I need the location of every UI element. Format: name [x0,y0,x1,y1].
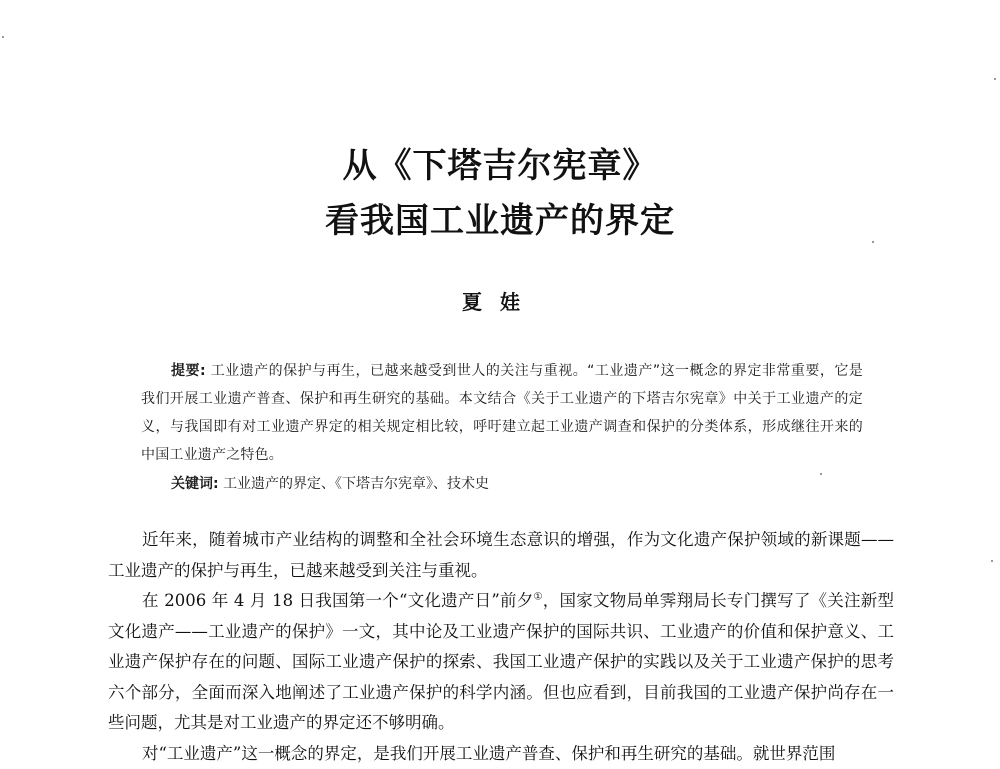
paragraph-2-text-b: ，国家文物局单霁翔局长专门撰写了《关注新型文化遗产——工业遗产的保护》一文，其中论及工业遗产保护的国际共识、工业遗产的价值和保护意义、工业遗产保护存在的问题、国际工业遗产保护的探索、我国工业遗产保护的实践以及关于工业遗产保护的思考六个部分，全面而深入地阐述了工业遗产保护的科学内涵。但也应看到，目前我国的工业遗产保护尚存在一些问题，尤其是对工业遗产的界定还不够明确。 [108,591,894,732]
body-text [108,525,894,769]
keywords-text: 工业遗产的界定、《下塔吉尔宪章》、技术史 [223,476,489,492]
keywords [171,470,871,498]
abstract-label: 提要: [171,363,206,379]
author-name: 夏娃 [0,286,1000,315]
title-line-1: 从《下塔吉尔宪章》 [0,138,1000,187]
abstract-text: 工业遗产的保护与再生，已越来越受到世人的关注与重视。“工业遗产”这一概念的界定非常重要，它是我们开展工业遗产普查、保护和再生研究的基础。本文结合《关于工业遗产的下塔吉尔宪章》中关于工业遗产的定义，与我国即有对工业遗产界定的相关规定相比较，呼吁建立起工业遗产调查和保护的分类体系，形成继往开来的中国工业遗产之特色。 [141,363,863,463]
paragraph-2 [108,586,894,739]
paragraph-1: 近年来，随着城市产业结构的调整和全社会环境生态意识的增强，作为文化遗产保护领域的新课题——工业遗产的保护与再生，已越来越受到关注与重视。 [108,525,894,586]
abstract [141,357,863,469]
scan-speck [991,560,993,562]
paragraph-2-text-a: 在 2006 年 4 月 18 日我国第一个“文化遗产日”前夕 [142,591,534,610]
keywords-label: 关键词: [171,476,219,492]
footnote-ref: ① [534,592,543,603]
scan-speck [2,36,4,38]
title-line-2: 看我国工业遗产的界定 [0,193,1000,242]
scan-speck [872,241,874,243]
paragraph-3: 对“工业遗产”这一概念的界定，是我们开展工业遗产普查、保护和再生研究的基础。就世界范围 [108,739,894,769]
scan-speck [994,78,996,80]
scan-speck [820,473,822,475]
